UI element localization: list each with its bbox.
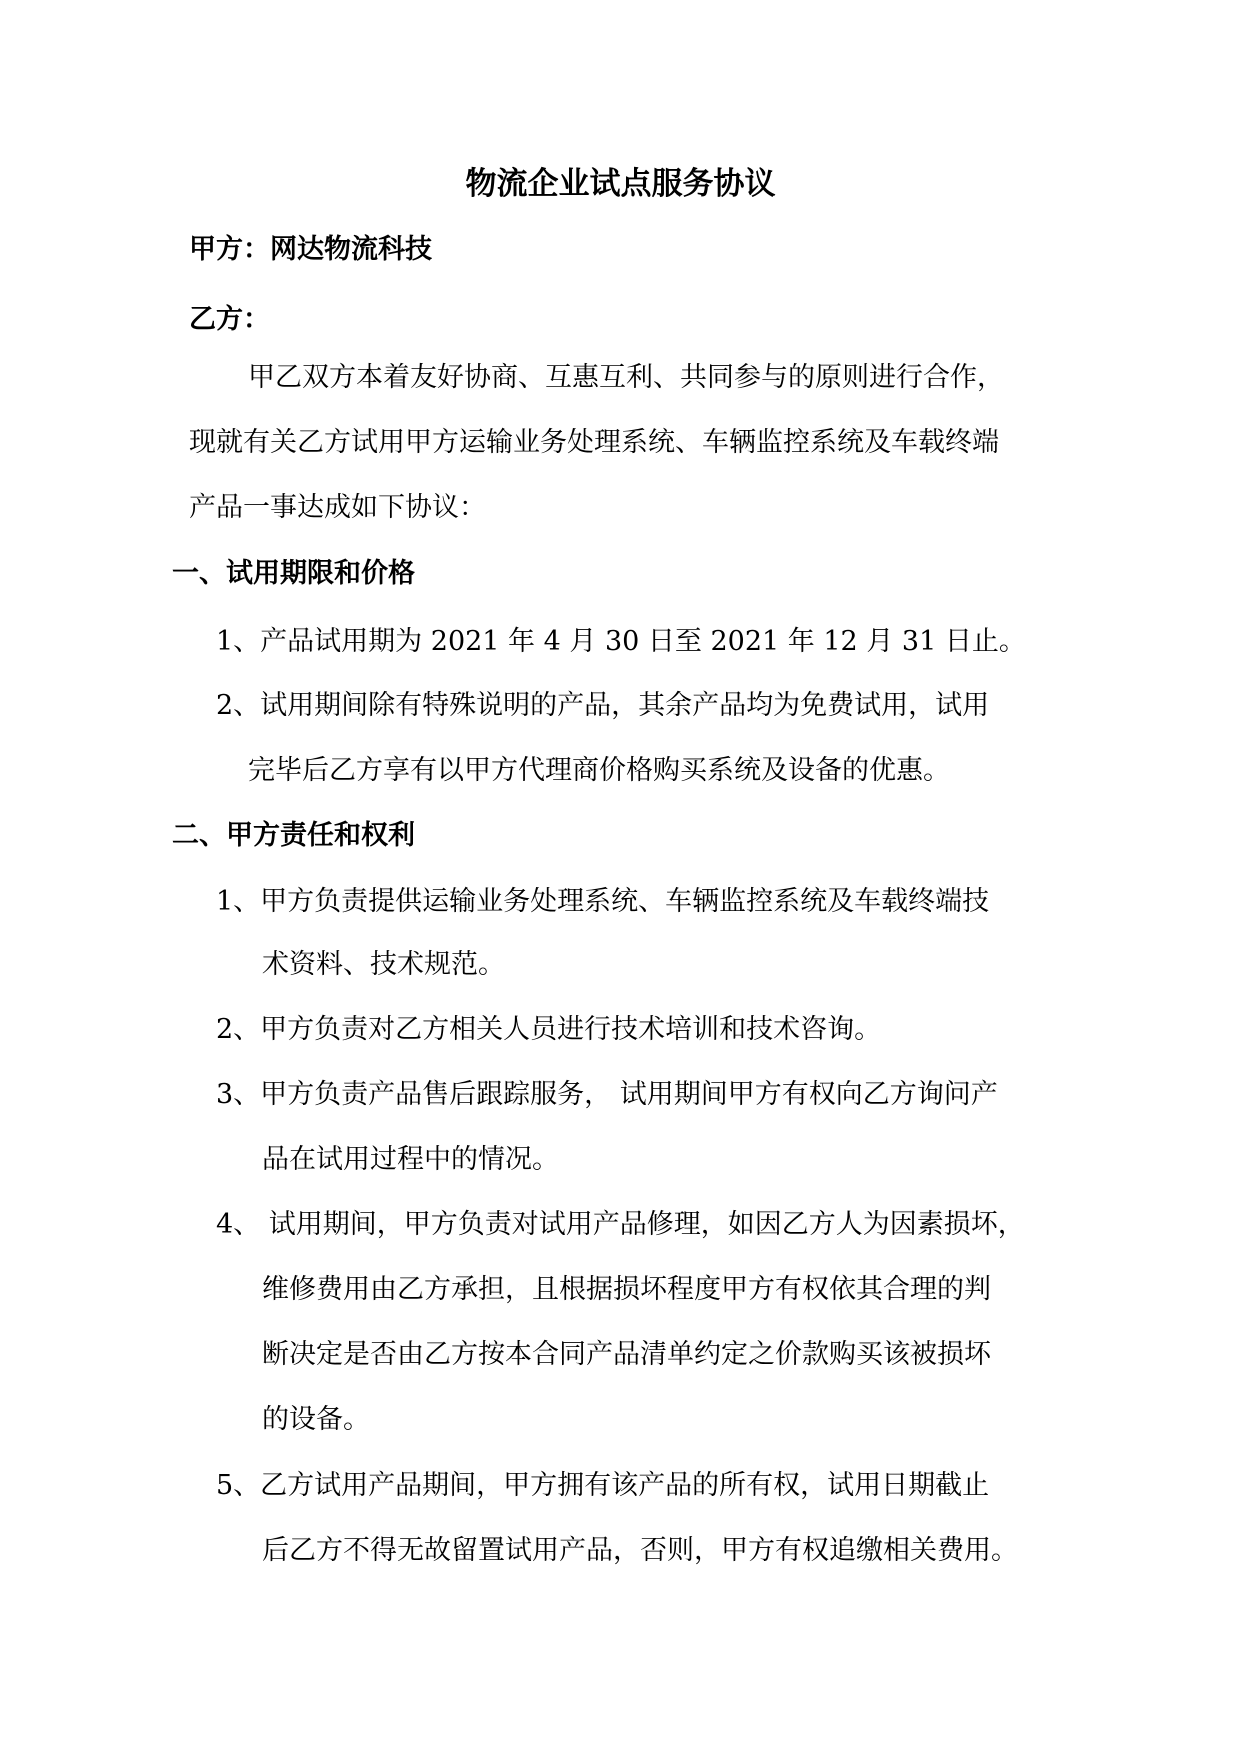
section-heading: 二、甲方责任和权利 — [172, 820, 415, 851]
party-b: 乙方： — [189, 304, 270, 335]
clause-line: 维修费用由乙方承担，且根据损坏程度甲方有权依其合理的判 — [262, 1274, 991, 1305]
intro-line: 现就有关乙方试用甲方运输业务处理系统、车辆监控系统及车载终端 — [189, 427, 999, 458]
clause-line: 术资料、技术规范。 — [262, 949, 505, 980]
clause-line: 5、乙方试用产品期间，甲方拥有该产品的所有权，试用日期截止 — [216, 1470, 990, 1501]
intro-line: 产品一事达成如下协议： — [189, 492, 486, 523]
clause-line: 2、试用期间除有特殊说明的产品，其余产品均为免费试用，试用 — [216, 690, 990, 721]
section-heading: 一、试用期限和价格 — [172, 558, 415, 589]
clause-line: 3、甲方负责产品售后跟踪服务， 试用期间甲方有权向乙方询问产 — [216, 1079, 998, 1110]
clause-line: 断决定是否由乙方按本合同产品清单约定之价款购买该被损坏 — [262, 1339, 991, 1370]
party-a: 甲方：网达物流科技 — [189, 234, 432, 265]
document-title: 物流企业试点服务协议 — [465, 166, 776, 202]
clause-line: 2、甲方负责对乙方相关人员进行技术培训和技术咨询。 — [216, 1014, 882, 1045]
clause-line: 1、甲方负责提供运输业务处理系统、车辆监控系统及车载终端技 — [216, 886, 990, 917]
clause-line: 后乙方不得无故留置试用产品，否则，甲方有权追缴相关费用。 — [262, 1535, 1018, 1566]
clause-line: 的设备。 — [262, 1404, 370, 1435]
intro-line: 甲乙双方本着友好协商、互惠互利、共同参与的原则进行合作， — [248, 362, 1004, 393]
clause-line: 1、产品试用期为 2021 年 4 月 30 日至 2021 年 12 月 31 日止。 — [216, 626, 1026, 657]
clause-line: 品在试用过程中的情况。 — [262, 1144, 559, 1175]
clause-line: 4、 试用期间，甲方负责对试用产品修理，如因乙方人为因素损坏， — [216, 1209, 1025, 1240]
clause-line: 完毕后乙方享有以甲方代理商价格购买系统及设备的优惠。 — [248, 755, 950, 786]
